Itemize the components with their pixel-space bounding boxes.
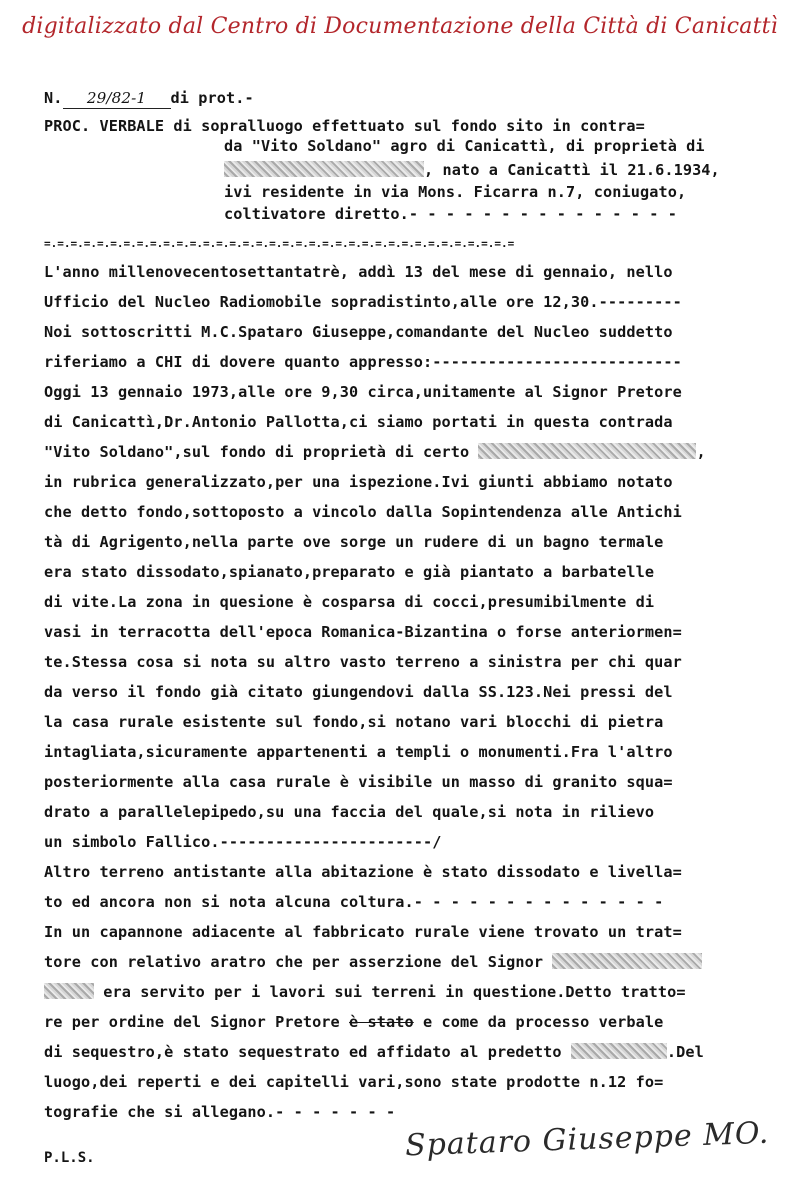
body-line: di Canicattì,Dr.Antonio Pallotta,ci siamo portati in questa contrada bbox=[44, 413, 673, 431]
struck-text: è stato bbox=[349, 1013, 414, 1031]
protocol-number: 29/82-1 bbox=[63, 88, 171, 109]
body-line: te.Stessa cosa si nota su altro vasto terreno a sinistra per chi quar bbox=[44, 653, 682, 671]
title-line-2: da "Vito Soldano" agro di Canicattì, di proprietà di bbox=[224, 137, 705, 155]
body-line: in rubrica generalizzato,per una ispezione.Ivi giunti abbiamo notato bbox=[44, 473, 673, 491]
protocol-prefix: N. bbox=[44, 89, 63, 107]
body-line: di vite.La zona in quesione è cosparsa di cocci,presumibilmente di bbox=[44, 593, 655, 611]
body-line: era stato dissodato,spianato,preparato e già piantato a barbatelle bbox=[44, 563, 655, 581]
body-line: In un capannone adiacente al fabbricato rurale viene trovato un trat= bbox=[44, 923, 682, 941]
digitization-watermark: digitalizzato dal Centro di Documentazione della Città di Canicattì bbox=[22, 14, 778, 39]
body-line: vasi in terracotta dell'epoca Romanica-Bizantina o forse anteriormen= bbox=[44, 623, 682, 641]
protocol-line bbox=[44, 88, 254, 109]
body-line: un simbolo Fallico.-----------------------/ bbox=[44, 833, 442, 851]
body-line: la casa rurale esistente sul fondo,si notano vari blocchi di pietra bbox=[44, 713, 664, 731]
body-line: Oggi 13 gennaio 1973,alle ore 9,30 circa,unitamente al Signor Pretore bbox=[44, 383, 682, 401]
separator-line: =.=.=.=.=.=.=.=.=.=.=.=.=.=.=.=.=.=.=.=.=.=.=.=.=.=.=.=.=.=.=.=.=.=.=.= bbox=[44, 237, 515, 250]
body-line: da verso il fondo già citato giungendovi dalla SS.123.Nei pressi del bbox=[44, 683, 673, 701]
body-line: tografie che si allegano.- - - - - - - bbox=[44, 1103, 396, 1121]
body-line: Ufficio del Nucleo Radiomobile sopradistinto,alle ore 12,30.--------- bbox=[44, 293, 682, 311]
body-line: Altro terreno antistante alla abitazione è stato dissodato e livella= bbox=[44, 863, 682, 881]
body-line: Noi sottoscritti M.C.Spataro Giuseppe,comandante del Nucleo suddetto bbox=[44, 323, 673, 341]
body-line: luogo,dei reperti e dei capitelli vari,sono state prodotte n.12 fo= bbox=[44, 1073, 664, 1091]
body-line: era servito per i lavori sui terreni in questione.Detto tratto= bbox=[44, 982, 686, 1002]
redacted-name bbox=[571, 1043, 667, 1059]
body-line: drato a parallelepipedo,su una faccia del quale,si nota in rilievo bbox=[44, 803, 655, 821]
handwritten-signature: Spataro Giuseppe MO. bbox=[404, 1115, 770, 1164]
redacted-name bbox=[478, 443, 696, 459]
redacted-name bbox=[552, 953, 702, 969]
title-line-5: coltivatore diretto.- - - - - - - - - - - - - - - bbox=[224, 205, 677, 223]
body-line: di sequestro,è stato sequestrato ed affidato al predetto .Del bbox=[44, 1043, 704, 1061]
title-line-3: , nato a Canicattì il 21.6.1934, bbox=[224, 160, 720, 180]
body-line: intagliata,sicuramente appartenenti a templi o monumenti.Fra l'altro bbox=[44, 743, 673, 761]
footer-initials: P.L.S. bbox=[44, 1150, 95, 1166]
redacted-name bbox=[224, 161, 424, 177]
body-line: to ed ancora non si nota alcuna coltura.- - - - - - - - - - - - - - bbox=[44, 893, 664, 911]
body-line: tà di Agrigento,nella parte ove sorge un rudere di un bagno termale bbox=[44, 533, 664, 551]
body-line: L'anno millenovecentosettantatrè, addì 13 del mese di gennaio, nello bbox=[44, 263, 673, 281]
body-line: tore con relativo aratro che per asserzione del Signor bbox=[44, 952, 702, 972]
body-line: re per ordine del Signor Pretore è stato e come da processo verbale bbox=[44, 1013, 664, 1031]
body-line: "Vito Soldano",sul fondo di proprietà di certo , bbox=[44, 443, 706, 461]
body-line: riferiamo a CHI di dovere quanto appresso:--------------------------- bbox=[44, 353, 682, 371]
body-line: che detto fondo,sottoposto a vincolo dalla Sopintendenza alle Antichi bbox=[44, 503, 682, 521]
protocol-suffix: di prot.- bbox=[170, 89, 254, 107]
title-line-4: ivi residente in via Mons. Ficarra n.7, coniugato, bbox=[224, 183, 687, 201]
redacted-name bbox=[44, 983, 94, 999]
body-line: posteriormente alla casa rurale è visibile un masso di granito squa= bbox=[44, 773, 673, 791]
title-line-1: PROC. VERBALE di sopralluogo effettuato sul fondo sito in contra= bbox=[44, 117, 645, 135]
